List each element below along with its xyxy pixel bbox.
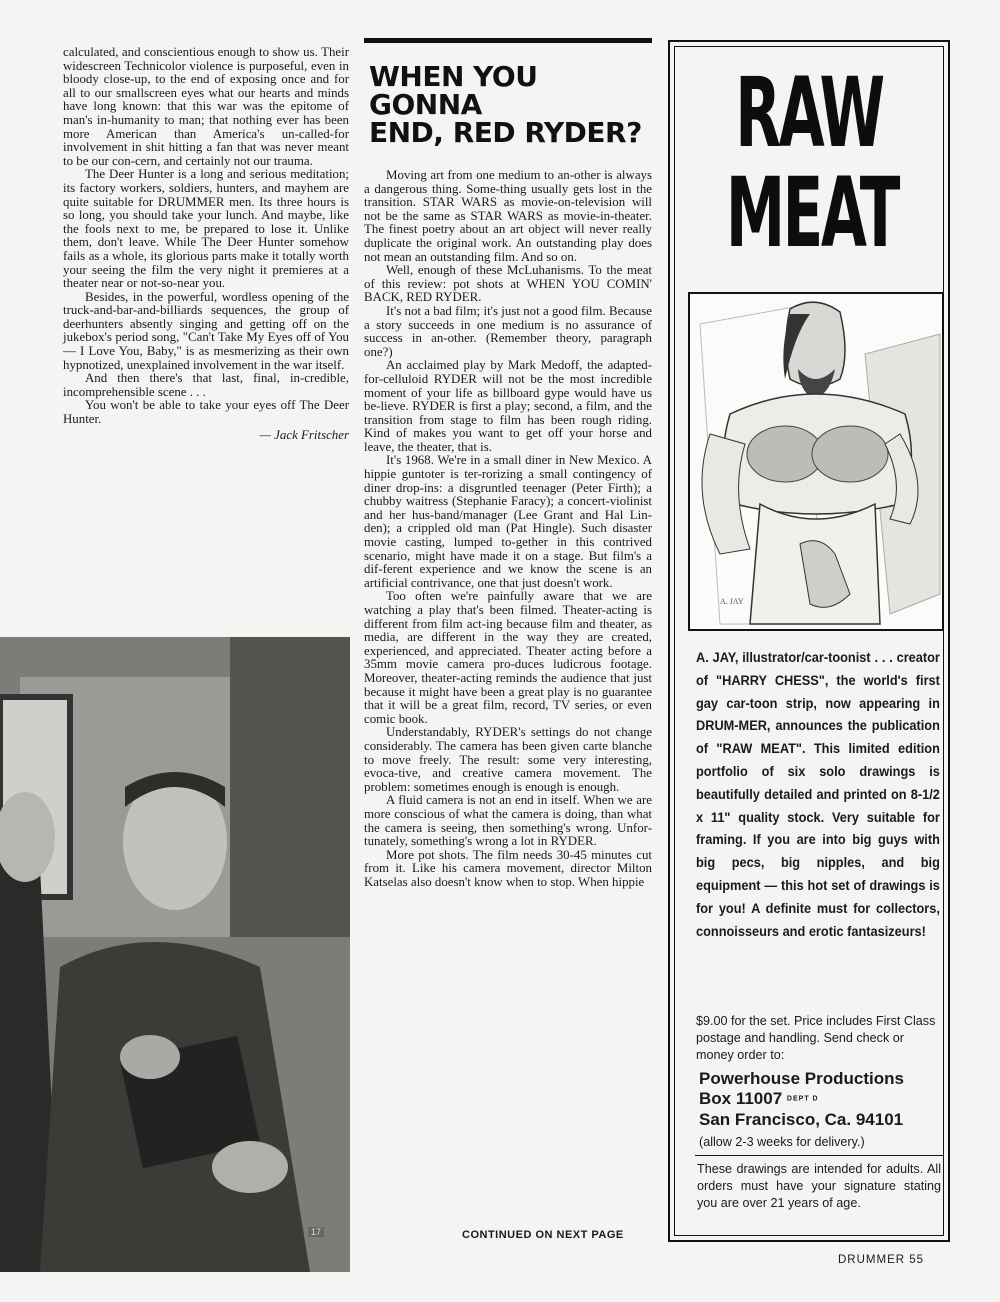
drawing-signature: A. JAY bbox=[720, 597, 744, 606]
headline-line: WHEN YOU GONNA bbox=[369, 60, 538, 121]
paragraph: Moving art from one medium to an-other is always a dangerous thing. Some-thing usually gets lost in the transition. STAR WARS as movie-on-television will not be the same as STAR WARS as movie-in-theater. The finest poetry about an art object will never really duplicate the original work. An outstanding play does not mean an outstanding film. And so on. bbox=[364, 168, 652, 264]
photo-illustration bbox=[0, 637, 350, 1272]
city-line: San Francisco, Ca. 94101 bbox=[699, 1109, 904, 1129]
top-rule bbox=[364, 38, 652, 43]
ad-divider bbox=[695, 1155, 943, 1156]
headline-line: END, RED RYDER? bbox=[369, 116, 642, 149]
author-signature: — Jack Fritscher bbox=[259, 427, 349, 442]
page-folio: DRUMMER 55 bbox=[838, 1254, 925, 1266]
paragraph: calculated, and conscientious enough to show us. Their widescreen Technicolor violence is purposeful, even in bloody close-up, to the end of exposing once and for all to our smallscreen eyes what our hearts and minds have long known: that this war was the epitome of man's in-humanity to man; that nothing ever has been more American than America's un-called-for involvement in shit hitting a fan that was never meant to be our con-cern, and certainly not our trauma. bbox=[63, 45, 349, 168]
continued-note: CONTINUED ON NEXT PAGE bbox=[462, 1229, 624, 1241]
ad-copy: A. JAY, illustrator/car-toonist . . . creator of "HARRY CHESS", the world's first gay car-toon strip, now appearing in DRUM-MER, announces the publication of "RAW MEAT". This limited edition portfolio of six solo drawings is beautifully detailed and printed on 8-1/2 x 11" quality stock. Very suitable for framing. If you are into big guys with big pecs, big nipples, and big equipment — this hot set of drawings is for you! A definite must for collectors, connoisseurs and erotic fantasizeurs! bbox=[696, 650, 940, 940]
po-box bbox=[699, 1089, 939, 1110]
photo-number: 17 bbox=[308, 1227, 324, 1237]
paragraph: You won't be able to take your eyes off The Deer Hunter. bbox=[63, 398, 349, 427]
paragraph: It's 1968. We're in a small diner in New Mexico. A hippie guntoter is ter-rorizing a small contingency of diner drop-ins: a disgruntled teenager (Peter Firth); a chubby waitress (Stephanie Faracy); a concert-violinist and her hus-band/manager (Lee Grant and Hal Lin-den); a crippled old man (Pat Hingle). Such disaster movie casting, lumped to-gether in this contrived scenario, might have made it on a stage. But film's a dif-ferent experience and we know the scene is an artificial contrivance, one that just doesn't work. bbox=[364, 453, 652, 590]
ad-title bbox=[725, 57, 898, 269]
paragraph: More pot shots. The film needs 30-45 minutes cut from it. Like his camera movement, director Milton Katselas also doesn't know when to stop. When hippie bbox=[364, 847, 652, 889]
review-headline bbox=[369, 60, 652, 149]
review-body bbox=[364, 169, 652, 889]
review-column bbox=[364, 38, 652, 889]
film-still-photo bbox=[0, 637, 350, 1272]
paragraph: The Deer Hunter is a long and serious meditation; its factory workers, soldiers, hunters, and mayhem are quite suitable for DRUMMER men. Its three hours is so long, you should take your lunch. And maybe, like the fools next to me, be prepared to lose it. Unlike them, don't leave. While The Deer Hunter somehow fails as a whole, its glorious parts make it totally worth your seeing the film the very night it premieres at a theater near or not-so-near you. bbox=[63, 167, 349, 291]
paragraph: Understandably, RYDER's settings do not change considerably. The camera has been given carte blanche to move freely. The result: some very interesting, evoca-tive, and creative camera movement. The problem: sometimes enough is enough is enough. bbox=[364, 725, 652, 794]
paragraph: And then there's that last, final, in-credible, incomprehensible scene . . . bbox=[63, 371, 349, 399]
paragraph: A fluid camera is not an end in itself. When we are more conscious of what the camera is doing, than what the camera is seeing, then something's wrong. Unfor-tunately, something's wrong a lot in RYDER. bbox=[364, 793, 652, 849]
box-number: Box 11007 bbox=[699, 1089, 783, 1108]
ad-title-line: RAW bbox=[735, 57, 883, 169]
delivery-note: (allow 2-3 weeks for delivery.) bbox=[699, 1134, 865, 1149]
ad-address bbox=[699, 1069, 939, 1152]
paragraph: It's not a bad film; it's just not a good film. Because a story succeeds in one medium is no assurance of success in an-other. (Remember theory, paragraph one?) bbox=[364, 303, 652, 359]
paragraph: Besides, in the powerful, wordless opening of the truck-and-bar-and-billiards sequences, the group of deerhunters absently singing and getting off on the jukebox's period song, "Can't Take My Eyes off of You — I Love You, Baby," is as mesmerizing as their own hypnotized, unexplained involvement in the war itself. bbox=[63, 289, 349, 372]
raw-meat-ad bbox=[668, 40, 950, 1242]
left-column bbox=[63, 46, 349, 442]
dept-code: DEPT D bbox=[786, 1095, 819, 1103]
paragraph: Well, enough of these McLuhanisms. To the meat of this review: pot shots at WHEN YOU COMIN' BACK, RED RYDER. bbox=[364, 263, 652, 305]
ad-inner-frame bbox=[674, 46, 944, 1236]
company-name: Powerhouse Productions bbox=[699, 1069, 904, 1088]
ad-age-note: These drawings are intended for adults. All orders must have your signature stating you are over 21 years of age. bbox=[697, 1162, 941, 1210]
paragraph: An acclaimed play by Mark Medoff, the adapted-for-celluloid RYDER will not be the most incredible moment of your life as billboard gype would have us be-lieve. RYDER is first a play; second, a film, and the transition from stage to film has been rough riding. Kind of makes you want to get off your horse and leave, the theater, that is. bbox=[364, 358, 652, 454]
paragraph: Too often we're painfully aware that we are watching a play that's been filmed. Theater-acting is different from film act-ing because film and theater, as media, are different in the way they are created, experienced, and appreciated. Theater acting before a 35mm movie camera pro-duces ludicrous footage. Moreover, theater-acting reminds the audience that just because it might have been a great play is no guarantee that it will be a great film, record, TV series, or even comic book. bbox=[364, 589, 652, 726]
illustration-drawing bbox=[688, 292, 944, 631]
ad-price: $9.00 for the set. Price includes First Class postage and handling. Send check or money order to: bbox=[696, 1014, 936, 1062]
muscleman-sketch bbox=[690, 294, 942, 629]
ad-title-line: MEAT bbox=[725, 157, 898, 269]
